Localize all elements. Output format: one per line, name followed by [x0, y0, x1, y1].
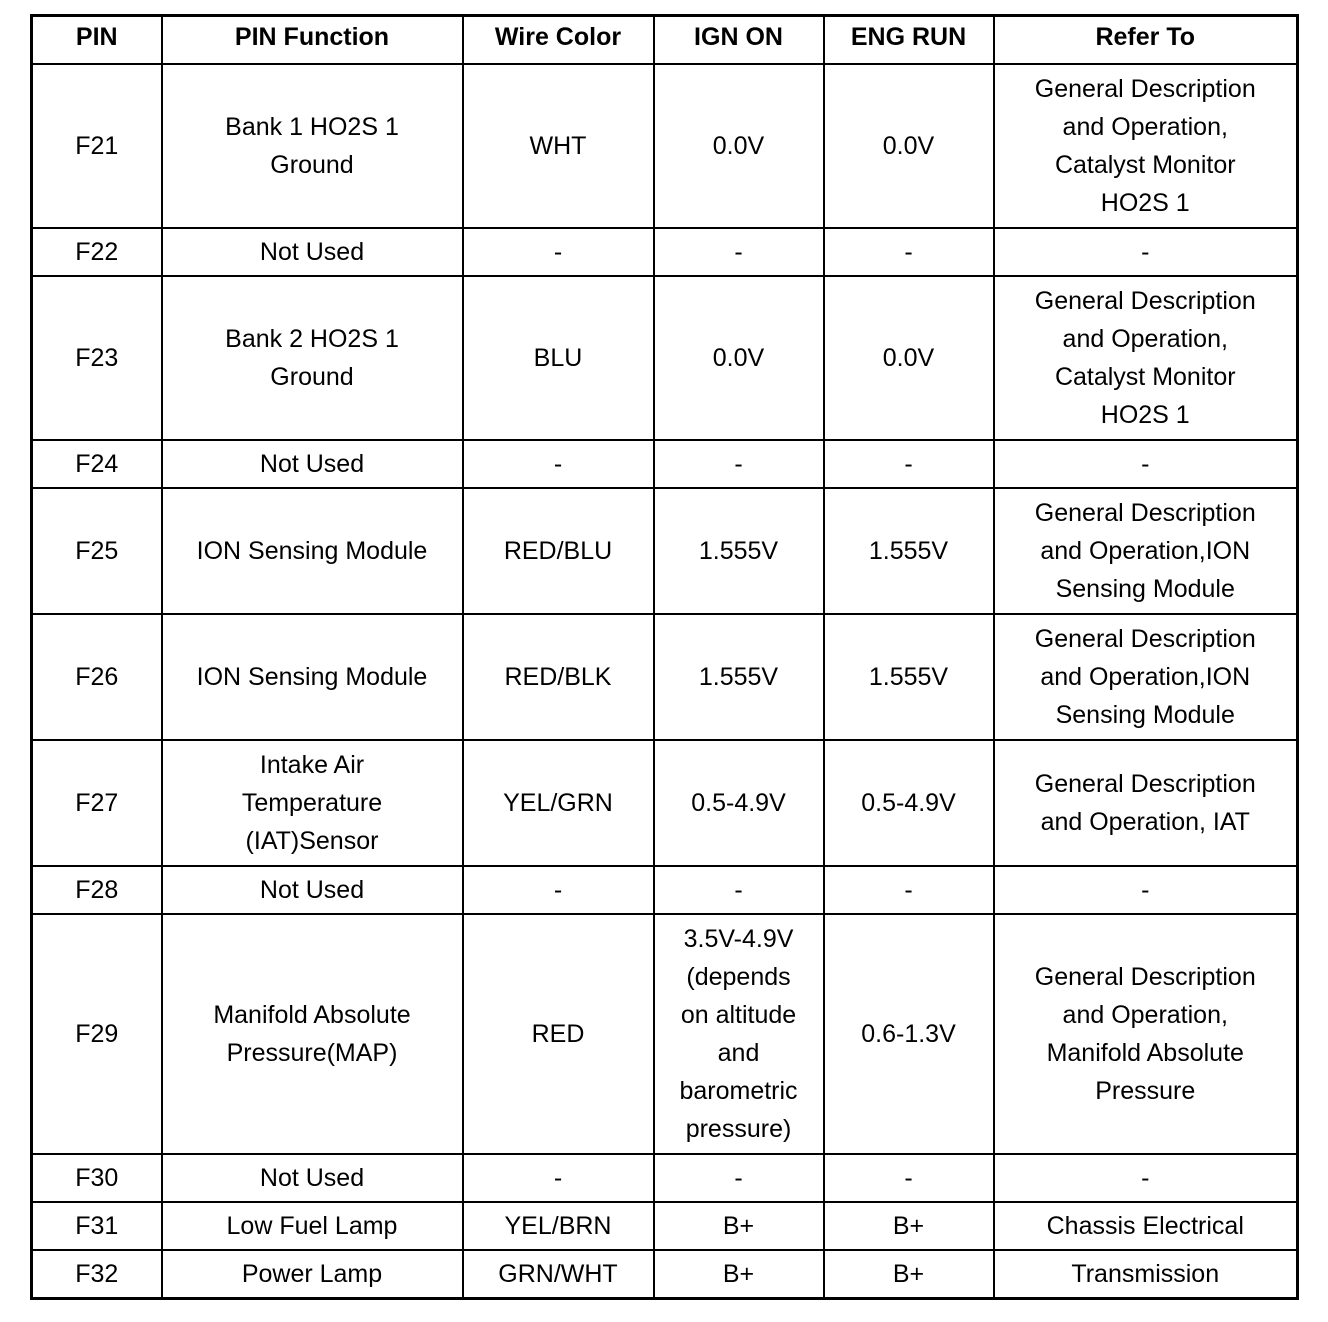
- refer-to-cell: -: [994, 440, 1298, 488]
- ign-on-cell: -: [654, 228, 824, 276]
- refer-to-cell: General Description and Operation, Catalyst Monitor HO2S 1: [994, 64, 1298, 228]
- function-cell: Not Used: [162, 866, 463, 914]
- eng-run-cell: 0.6-1.3V: [824, 914, 994, 1154]
- eng-run-cell: -: [824, 1154, 994, 1202]
- eng-run-cell: B+: [824, 1250, 994, 1299]
- pin-cell: F24: [32, 440, 162, 488]
- refer-to-cell: Chassis Electrical: [994, 1202, 1298, 1250]
- ign-on-cell: 0.5-4.9V: [654, 740, 824, 866]
- header-wire-color: Wire Color: [463, 16, 654, 65]
- wire-color-cell: -: [463, 866, 654, 914]
- ign-on-cell: -: [654, 440, 824, 488]
- eng-run-cell: 0.0V: [824, 64, 994, 228]
- table-row: [32, 488, 1298, 614]
- table-row: [32, 866, 1298, 914]
- refer-to-cell: General Description and Operation,ION Sensing Module: [994, 488, 1298, 614]
- table-row: [32, 228, 1298, 276]
- function-cell: Not Used: [162, 1154, 463, 1202]
- ign-on-cell: 0.0V: [654, 276, 824, 440]
- refer-to-cell: General Description and Operation,ION Sensing Module: [994, 614, 1298, 740]
- wire-color-cell: -: [463, 228, 654, 276]
- pin-cell: F27: [32, 740, 162, 866]
- pin-cell: F23: [32, 276, 162, 440]
- refer-to-cell: General Description and Operation, Catalyst Monitor HO2S 1: [994, 276, 1298, 440]
- ign-on-cell: -: [654, 866, 824, 914]
- refer-to-cell: -: [994, 1154, 1298, 1202]
- function-cell: ION Sensing Module: [162, 488, 463, 614]
- pin-cell: F22: [32, 228, 162, 276]
- eng-run-cell: 1.555V: [824, 614, 994, 740]
- refer-to-cell: -: [994, 866, 1298, 914]
- eng-run-cell: 0.5-4.9V: [824, 740, 994, 866]
- pin-cell: F21: [32, 64, 162, 228]
- table-row: [32, 1202, 1298, 1250]
- ign-on-cell: B+: [654, 1250, 824, 1299]
- eng-run-cell: 1.555V: [824, 488, 994, 614]
- header-pin: PIN: [32, 16, 162, 65]
- wire-color-cell: YEL/GRN: [463, 740, 654, 866]
- function-cell: Bank 1 HO2S 1 Ground: [162, 64, 463, 228]
- eng-run-cell: -: [824, 228, 994, 276]
- header-ign-on: IGN ON: [654, 16, 824, 65]
- table-row: [32, 614, 1298, 740]
- eng-run-cell: -: [824, 866, 994, 914]
- refer-to-cell: General Description and Operation, Manifold Absolute Pressure: [994, 914, 1298, 1154]
- table-row: [32, 914, 1298, 1154]
- wire-color-cell: RED/BLU: [463, 488, 654, 614]
- function-cell: Low Fuel Lamp: [162, 1202, 463, 1250]
- ign-on-cell: B+: [654, 1202, 824, 1250]
- wire-color-cell: BLU: [463, 276, 654, 440]
- table-row: [32, 1154, 1298, 1202]
- pin-cell: F26: [32, 614, 162, 740]
- table-row: [32, 740, 1298, 866]
- ign-on-cell: 3.5V-4.9V (depends on altitude and barometric pressure): [654, 914, 824, 1154]
- pin-cell: F32: [32, 1250, 162, 1299]
- header-row: [32, 16, 1298, 65]
- function-cell: Power Lamp: [162, 1250, 463, 1299]
- eng-run-cell: 0.0V: [824, 276, 994, 440]
- pin-cell: F25: [32, 488, 162, 614]
- eng-run-cell: B+: [824, 1202, 994, 1250]
- pin-cell: F29: [32, 914, 162, 1154]
- table-row: [32, 64, 1298, 228]
- table-row: [32, 276, 1298, 440]
- function-cell: Not Used: [162, 228, 463, 276]
- pin-cell: F28: [32, 866, 162, 914]
- header-eng-run: ENG RUN: [824, 16, 994, 65]
- pin-cell: F30: [32, 1154, 162, 1202]
- wire-color-cell: RED: [463, 914, 654, 1154]
- wire-color-cell: -: [463, 440, 654, 488]
- function-cell: Intake Air Temperature (IAT)Sensor: [162, 740, 463, 866]
- table-row: [32, 1250, 1298, 1299]
- pin-cell: F31: [32, 1202, 162, 1250]
- pin-function-table: [30, 14, 1299, 1300]
- refer-to-cell: -: [994, 228, 1298, 276]
- wire-color-cell: WHT: [463, 64, 654, 228]
- wire-color-cell: -: [463, 1154, 654, 1202]
- function-cell: Bank 2 HO2S 1 Ground: [162, 276, 463, 440]
- header-refer-to: Refer To: [994, 16, 1298, 65]
- ign-on-cell: 1.555V: [654, 614, 824, 740]
- wire-color-cell: GRN/WHT: [463, 1250, 654, 1299]
- ign-on-cell: 1.555V: [654, 488, 824, 614]
- function-cell: Not Used: [162, 440, 463, 488]
- function-cell: ION Sensing Module: [162, 614, 463, 740]
- wire-color-cell: YEL/BRN: [463, 1202, 654, 1250]
- table-row: [32, 440, 1298, 488]
- function-cell: Manifold Absolute Pressure(MAP): [162, 914, 463, 1154]
- wire-color-cell: RED/BLK: [463, 614, 654, 740]
- ign-on-cell: 0.0V: [654, 64, 824, 228]
- refer-to-cell: General Description and Operation, IAT: [994, 740, 1298, 866]
- eng-run-cell: -: [824, 440, 994, 488]
- header-pin-function: PIN Function: [162, 16, 463, 65]
- refer-to-cell: Transmission: [994, 1250, 1298, 1299]
- ign-on-cell: -: [654, 1154, 824, 1202]
